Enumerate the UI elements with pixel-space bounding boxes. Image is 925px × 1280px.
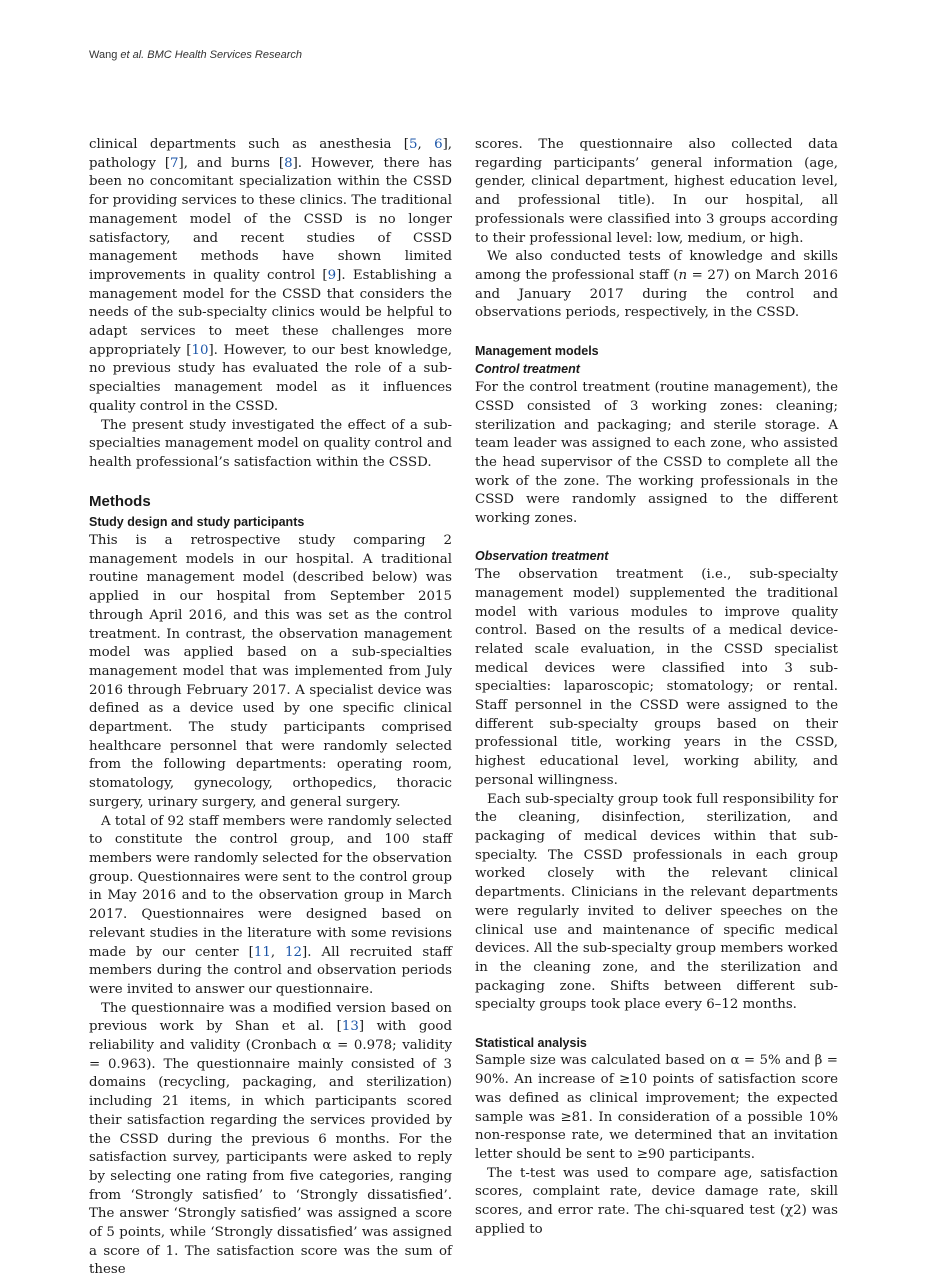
citation-13[interactable]: 13 [341, 1019, 359, 1035]
citation-6[interactable]: 6 [434, 137, 443, 152]
methods-heading: Methods [89, 493, 151, 511]
running-head-etal: et al. [120, 49, 145, 61]
citation-11[interactable]: 11 [253, 944, 271, 960]
observation-treatment-paragraph-2: Each sub-specialty group took full responsibility for the cleaning, disinfection, sterilization, and packaging of medical devices within that sub-specialty. The CSSD professionals in each group worked closely with the relevant clinical departments. Clinicians in the relevant departments were regularly invited to deliver speeches on the clinical use and maintenance of specific medical devices. All the sub-specialty group members worked in the cleaning zone, and the sterilization and packaging zone. Shifts between different sub-specialty groups took place every 6–12 months. [475, 791, 838, 1013]
observation-treatment-heading: Observation treatment [475, 549, 609, 564]
control-treatment-heading: Control treatment [475, 362, 580, 377]
intro-paragraph-2: The present study investigated the effect of a sub-specialties management model on quality control and health professional’s satisfaction within the CSSD. [89, 417, 452, 470]
study-design-paragraph-1: This is a retrospective study comparing 2 management models in our hospital. A traditional routine management model (described below) was applied in our hospital from September 2015 through April 2016, and this was set as the control treatment. In contrast, the observation management model was applied based on a sub-specialties management model that was implemented from July 2016 through February 2017. A specialist device was defined as a device used by one specific clinical department. The study participants comprised healthcare personnel that were randomly selected from the following departments: operating room, stomatology, gynecology, orthopedics, thoracic surgery, urinary surgery, and general surgery. [89, 533, 452, 810]
study-design-paragraph-3-left: The questionnaire was a modified version based on previous work by Shan et al. [13] with good reliability and validity (Cronbach α = 0.978; validity = 0.963). The questionnaire mainly consisted of 3 domains (recycling, packaging, and sterilization) including 21 items, in which participants scored their satisfaction regarding the services provided by the CSSD during the previous 6 months. For the satisfaction survey, participants were asked to reply by selecting one rating from five categories, ranging from ‘Strongly satisfied’ to ‘Strongly dissatisfied’. The answer ‘Strongly satisfied’ was assigned a score of 5 points, while ‘Strongly dissatisfied’ was assigned a score of 1. The satisfaction score was the sum of these [89, 1000, 452, 1278]
running-head-journal: BMC Health Services Research [144, 49, 302, 61]
citation-10[interactable]: 10 [191, 342, 209, 358]
study-design-paragraph-3-right: scores. The questionnaire also collected data regarding participants’ general information (age, gender, clinical department, highest education level, and professional title). In our hospital, all professionals were classified into 3 groups according to their professional level: low, medium, or high. [475, 137, 838, 246]
running-head-authors: Wang [89, 49, 121, 61]
study-design-heading: Study design and study participants [89, 515, 305, 530]
statistical-analysis-heading: Statistical analysis [475, 1035, 587, 1050]
statistical-analysis-paragraph-2: The t-test was used to compare age, satisfaction scores, complaint rate, device damage rate, skill scores, and error rate. The chi-squared test (χ2) was applied to [475, 1165, 838, 1237]
right-column [475, 136, 838, 1239]
observation-treatment-paragraph-1: The observation treatment (i.e., sub-specialty management model) supplemented the traditional model with various modules to improve quality control. Based on the results of a medical device-related scale evaluation, in the CSSD specialist medical devices were classified into 3 sub-specialties: laparoscopic; stomatology; or rental. Staff personnel in the CSSD were assigned to the different sub-specialty groups based on their professional title, working years in the CSSD, highest educational level, working ability, and personal willingness. [475, 567, 838, 788]
citation-7[interactable]: 7 [170, 155, 179, 171]
running-head [89, 49, 302, 61]
citation-8[interactable]: 8 [284, 155, 293, 171]
management-models-heading: Management models [475, 343, 599, 358]
citation-12[interactable]: 12 [285, 944, 303, 960]
citation-5[interactable]: 5 [408, 137, 418, 152]
study-design-paragraph-2: A total of 92 staff members were randomly selected to constitute the control group, and 100 staff members were randomly selected for the observation group. Questionnaires were sent to the control group in May 2016 and to the observation group in March 2017. Questionnaires were designed based on relevant studies in the literature with some revisions made by our center [11, 12]. All recruited staff members during the control and observation periods were invited to answer our questionnaire. [89, 813, 453, 997]
study-design-paragraph-4: We also conducted tests of knowledge and skills among the professional staff (n = 27) on March 2016 and January 2017 during the control and observations periods, respectively, in the CSSD. [475, 249, 838, 321]
citation-9[interactable]: 9 [327, 267, 337, 283]
control-treatment-paragraph: For the control treatment (routine management), the CSSD consisted of 3 working zones: cleaning; sterilization and packaging; and sterile storage. A team leader was assigned to each zone, who assisted the head supervisor of the CSSD to complete all the work of the zone. The working professionals in the CSSD were randomly assigned to the different working zones. [475, 380, 838, 527]
intro-paragraph-1: clinical departments such as anesthesia [5, 6], pathology [7], and burns [8]. However, there has been no concomitant specialization within the CSSD for providing services to these clinics. The traditional management model of the CSSD is no longer satisfactory, and recent studies of CSSD management methods have shown limited improvements in quality control [9]. Establishing a management model for the CSSD that considers the needs of the sub-specialty clinics would be helpful to adapt services to meet these challenges more appropriately [10]. However, to our best knowledge, no previous study has evaluated the role of a sub-specialties management model as it influences quality control in the CSSD. [89, 137, 453, 414]
statistical-analysis-paragraph-1: Sample size was calculated based on α = 5% and β = 90%. An increase of ≥10 points of satisfaction score was defined as clinical improvement; the expected sample was ≥81. In consideration of a possible 10% non-response rate, we determined that an invitation letter should be sent to ≥90 participants. [475, 1053, 838, 1162]
left-column [89, 136, 452, 1280]
